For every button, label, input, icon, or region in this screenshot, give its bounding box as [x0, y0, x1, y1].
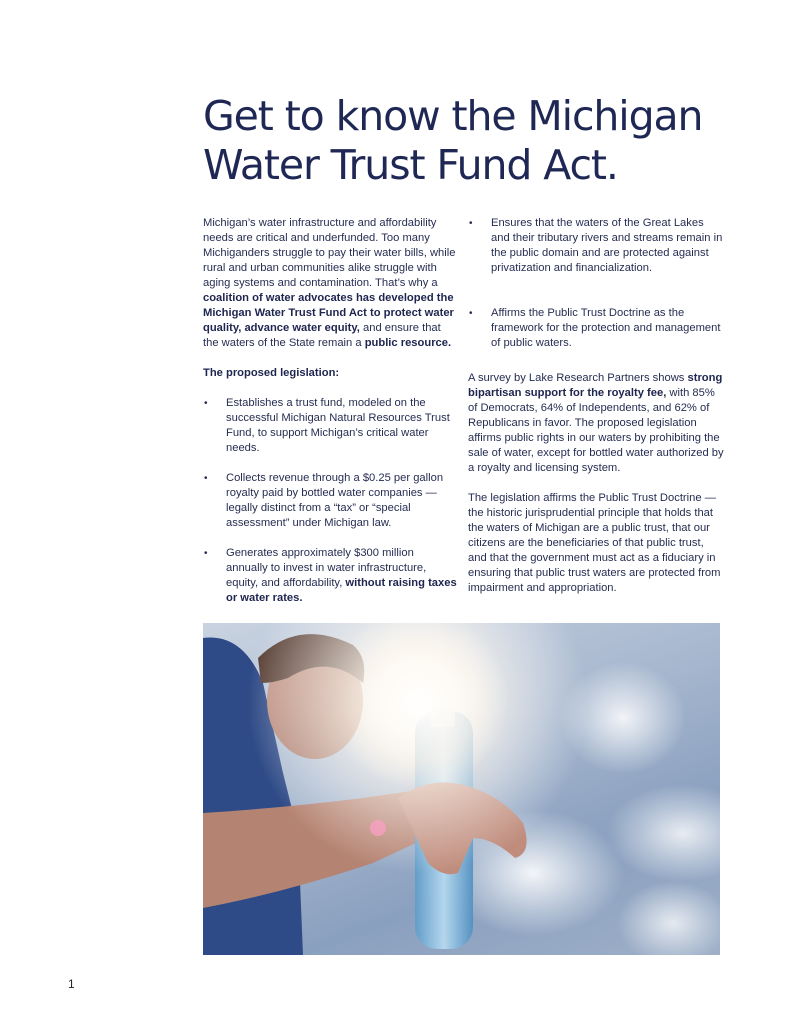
right-column	[468, 216, 724, 596]
page-number: 1	[68, 977, 75, 991]
intro-bold-1: coalition of water advocates has developed the Michigan Water Trust Fund Act to protect water quality, advance water equity,	[203, 292, 454, 334]
bullet-text: Affirms the Public Trust Doctrine as the framework for the protection and management of public waters.	[491, 307, 721, 349]
survey-text-1: A survey by Lake Research Partners shows	[468, 372, 688, 384]
lens-flare-shape	[370, 820, 386, 836]
bullet-item	[203, 546, 458, 606]
page-title	[203, 92, 763, 190]
bullet-bold-text: without raising taxes or water rates.	[226, 577, 457, 604]
bullet-icon: •	[469, 308, 473, 319]
bullet-item	[468, 216, 724, 276]
survey-paragraph	[468, 371, 724, 476]
intro-text-1: Michigan’s water infrastructure and affordability needs are critical and underfunded. Too many Michiganders struggle to pay their water bills, while rural and urban communities alike struggle with aging systems and contamination. That’s why a	[203, 217, 456, 289]
bullet-text: Establishes a trust fund, modeled on the successful Michigan Natural Resources Trust Fund, to support Michigan’s critical water needs.	[226, 397, 450, 454]
bullet-item	[203, 471, 458, 531]
intro-text-2: and ensure that the waters of the State remain a	[203, 322, 441, 349]
doctrine-paragraph: The legislation affirms the Public Trust Doctrine — the historic jurisprudential principle that holds that the waters of Michigan are a public trust, that our citizens are the beneficiaries of that public trust, and that the government must act as a fiduciary in ensuring that public trust waters are protected from impairment and appropriation.	[468, 492, 721, 594]
bullet-text: Ensures that the waters of the Great Lakes and their tributary rivers and streams remain in the public domain and are protected against privatization and financialization.	[491, 217, 723, 274]
survey-text-2: with 85% of Democrats, 64% of Independents, and 62% of Republicans in favor. The proposed legislation affirms public rights in our waters by prohibiting the sale of water, except for bottled water authorized by a royalty and licensing system.	[468, 387, 724, 474]
bullet-icon: •	[204, 473, 208, 484]
photo-illustration	[203, 623, 720, 955]
intro-bold-2: public resource.	[364, 337, 452, 349]
bullet-text: Generates approximately $300 million annually to invest in water infrastructure, equity, and affordability,	[226, 547, 427, 589]
survey-bold: strong bipartisan support for the royalty fee,	[468, 372, 723, 399]
bullet-icon: •	[469, 218, 473, 229]
bullet-icon: •	[204, 398, 208, 409]
title-line-1: Get to know the Michigan	[203, 92, 703, 140]
intro-paragraph	[203, 216, 458, 351]
bullet-text: Collects revenue through a $0.25 per gallon royalty paid by bottled water companies — legally distinct from a “tax” or “special assessment” under Michigan law.	[226, 472, 444, 529]
title-line-2: Water Trust Fund Act.	[203, 141, 618, 189]
bullet-item	[468, 306, 724, 351]
legislation-heading: The proposed legislation:	[203, 367, 340, 379]
person-drinking-water-photo	[203, 623, 720, 955]
bullet-item	[203, 396, 458, 456]
left-column	[203, 216, 458, 606]
bullet-icon: •	[204, 548, 208, 559]
